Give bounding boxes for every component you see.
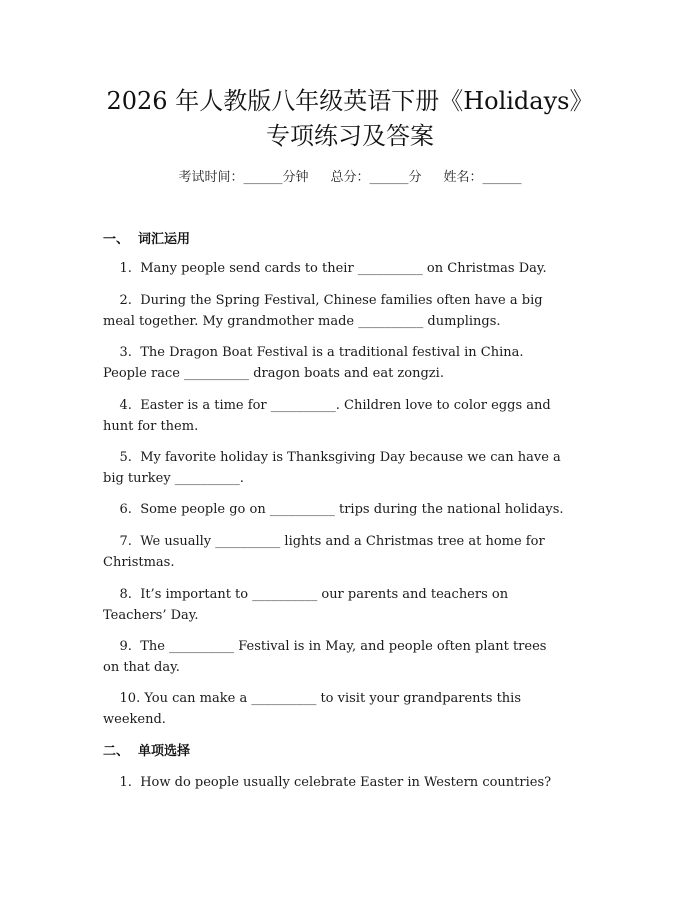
question-line: 10. You can make a __________ to visit your grandparents this xyxy=(103,691,522,706)
question-line: 2. During the Spring Festival, Chinese families often have a big xyxy=(103,293,543,308)
question-item xyxy=(103,343,603,384)
question-item xyxy=(103,448,603,489)
section-heading-multiple-choice xyxy=(103,742,190,762)
question-line: on that day. xyxy=(103,659,180,675)
question-item xyxy=(103,773,603,794)
section-title: 单项选择 xyxy=(138,744,191,759)
question-line: 4. Easter is a time for __________. Children love to color eggs and xyxy=(103,398,551,413)
question-item xyxy=(103,259,603,280)
question-line: 9. The __________ Festival is in May, and people often plant trees xyxy=(103,639,547,654)
page-title-line2: 专项练习及答案 xyxy=(266,122,434,150)
question-line: hunt for them. xyxy=(103,418,199,434)
question-line: 1. How do people usually celebrate Easter in Western countries? xyxy=(103,775,552,790)
question-line: 8. It’s important to __________ our parents and teachers on xyxy=(103,587,509,602)
exam-name-label: 姓名：______ xyxy=(443,170,522,185)
question-line: 6. Some people go on __________ trips during the national holidays. xyxy=(103,502,564,517)
exam-score-label: 总分：______分 xyxy=(330,170,422,185)
exam-time-label: 考试时间：______分钟 xyxy=(178,170,309,185)
question-line: 5. My favorite holiday is Thanksgiving Day because we can have a xyxy=(103,450,561,465)
question-item xyxy=(103,291,603,332)
question-item xyxy=(103,532,603,573)
question-item xyxy=(103,689,603,730)
question-line: People race __________ dragon boats and eat zongzi. xyxy=(103,365,444,381)
question-line: 7. We usually __________ lights and a Christmas tree at home for xyxy=(103,534,545,549)
question-line: meal together. My grandmother made __________ dumplings. xyxy=(103,313,501,329)
question-line: 3. The Dragon Boat Festival is a traditional festival in China. xyxy=(103,345,524,360)
question-item xyxy=(103,637,603,678)
question-line: Christmas. xyxy=(103,554,175,570)
section-number: 一、 xyxy=(103,232,130,247)
question-line: 1. Many people send cards to their __________ on Christmas Day. xyxy=(103,261,547,276)
exam-info xyxy=(0,168,700,188)
section-number: 二、 xyxy=(103,744,130,759)
question-line: big turkey __________. xyxy=(103,470,244,486)
question-line: Teachers’ Day. xyxy=(103,607,199,623)
section-title: 词汇运用 xyxy=(138,232,191,247)
question-item xyxy=(103,396,603,437)
question-item xyxy=(103,500,603,521)
section-heading-vocabulary xyxy=(103,230,190,250)
question-line: weekend. xyxy=(103,711,166,727)
question-item xyxy=(103,585,603,626)
page-title-line1: 2026 年人教版八年级英语下册《Holidays》 xyxy=(106,87,594,115)
